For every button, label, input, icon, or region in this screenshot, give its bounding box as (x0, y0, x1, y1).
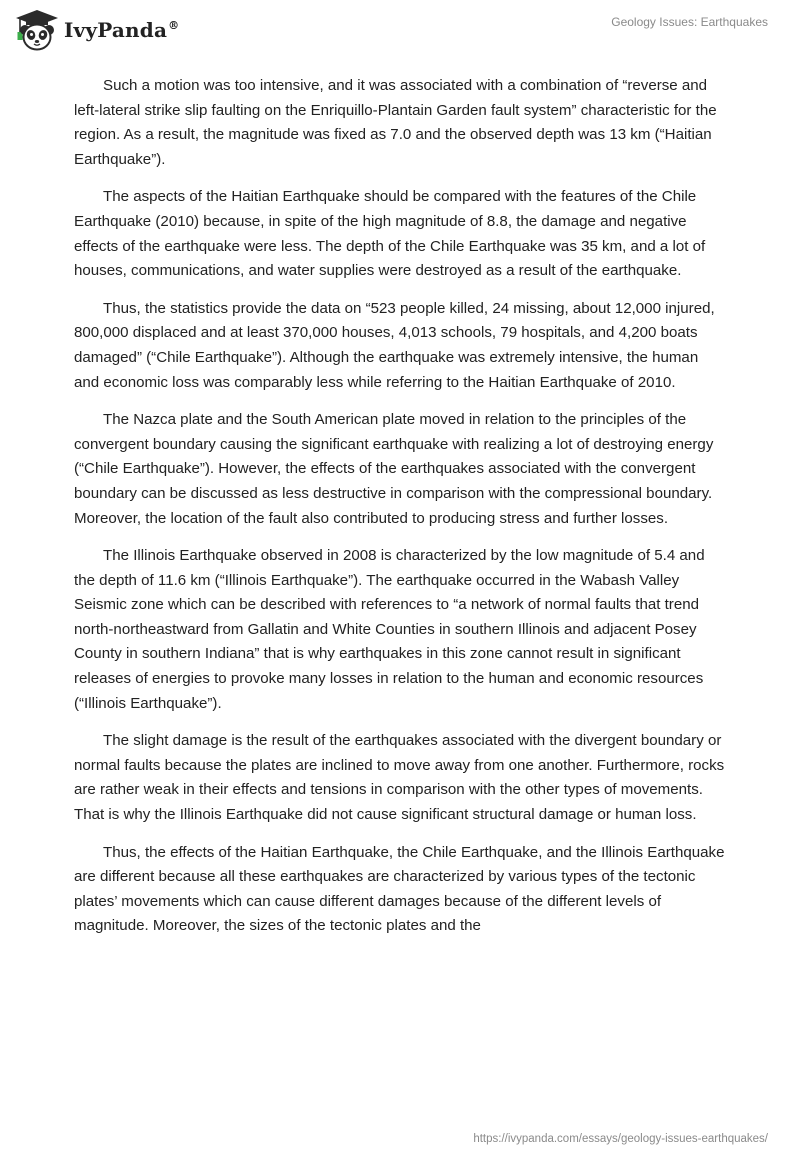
brand-name (64, 18, 179, 42)
page-header (0, 0, 800, 60)
essay-body (74, 74, 726, 952)
panda-graduate-icon (14, 8, 60, 52)
paragraph: Thus, the effects of the Haitian Earthquake, the Chile Earthquake, and the Illinois Earthquake are different because all these earthquakes are characterized by various types of the tectonic plates’ movements which can cause different damages because of the different levels of magnitude. Moreover, the sizes of the tectonic plates and the (74, 843, 725, 935)
paragraph: Such a motion was too intensive, and it was associated with a combination of “reverse and left-lateral strike slip faulting on the Enriquillo-Plantain Garden fault system” characteristic for the region. As a result, the magnitude was fixed as 7.0 and the observed depth was 13 km (“Haitian Earthquake”). (74, 77, 717, 168)
document-title: Geology Issues: Earthquakes (611, 15, 768, 29)
brand-label: IvyPanda (64, 18, 168, 42)
paragraph: Thus, the statistics provide the data on “523 people killed, 24 missing, about 12,000 injured, 800,000 displaced and at least 370,000 houses, 4,013 schools, 79 hospitals, and 4,200 boats damaged” (“Chile Earthquake”). Although the earthquake was extremely intensive, the human and economic loss was comparably less while referring to the Haitian Earthquake of 2010. (74, 299, 715, 391)
paragraph: The slight damage is the result of the earthquakes associated with the divergent boundary or normal faults because the plates are inclined to move away from one another. Furthermore, rocks are rather weak in their effects and tensions in comparison with the other types of movements. That is why the Illinois Earthquake did not cause significant structural damage or human loss. (74, 732, 725, 824)
paragraph: The Nazca plate and the South American plate moved in relation to the principles of the convergent boundary causing the significant earthquake with realizing a lot of destroying energy (“Chile Earthquake”). However, the effects of the earthquakes associated with the convergent boundary can be discussed as less destructive in comparison with the compressional boundary. Moreover, the location of the fault also contributed to producing stress and further losses. (74, 411, 714, 527)
registered-mark: ® (168, 19, 180, 33)
ivypanda-logo[interactable] (14, 7, 179, 53)
paragraph: The Illinois Earthquake observed in 2008 is characterized by the low magnitude of 5.4 and the depth of 11.6 km (“Illinois Earthquake”). The earthquake occurred in the Wabash Valley Seismic zone which can be described with references to “a network of normal faults that trend north-northeastward from Gallatin and White Counties in southern Illinois and adjacent Posey County in southern Indiana” that is why earthquakes in this zone cannot result in significant releases of energies to provoke many losses in relation to the human and economic resources (“Illinois Earthquake”). (74, 547, 705, 712)
source-url-link[interactable]: https://ivypanda.com/essays/geology-issues-earthquakes/ (473, 1133, 768, 1145)
paragraph: The aspects of the Haitian Earthquake should be compared with the features of the Chile Earthquake (2010) because, in spite of the high magnitude of 8.8, the damage and negative effects of the earthquake were less. The depth of the Chile Earthquake was 35 km, and a lot of houses, communications, and water supplies were destroyed as a result of the earthquake. (74, 188, 706, 280)
